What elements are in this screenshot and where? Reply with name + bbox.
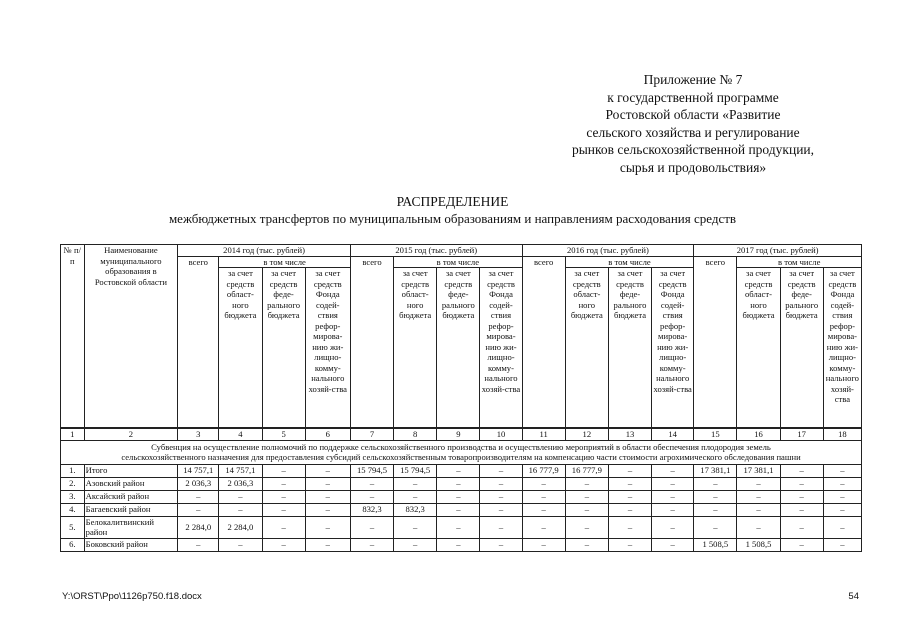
row-value: – bbox=[694, 516, 737, 538]
header-federal: за счет средств феде-рального бюджета bbox=[780, 268, 823, 428]
row-value: – bbox=[219, 503, 262, 516]
header-incl: в том числе bbox=[565, 256, 694, 268]
row-value: – bbox=[608, 516, 651, 538]
header-federal: за счет средств феде-рального бюджета bbox=[262, 268, 305, 428]
table-row bbox=[61, 464, 862, 477]
row-value: – bbox=[522, 538, 565, 551]
header-year: 2017 год (тыс. рублей) bbox=[694, 245, 862, 257]
footer-file-path: Y:\ORST\Ppo\1126p750.f18.docx bbox=[62, 591, 202, 602]
row-value: – bbox=[262, 503, 305, 516]
row-number: 2. bbox=[61, 477, 85, 490]
header-federal: за счет средств феде-рального бюджета bbox=[437, 268, 480, 428]
col-num: 5 bbox=[262, 428, 305, 441]
row-value: 16 777,9 bbox=[565, 464, 608, 477]
section-row bbox=[61, 440, 862, 464]
row-municipality: Аксайский район bbox=[84, 490, 178, 503]
row-value: – bbox=[694, 503, 737, 516]
header-fund: за счет средств Фонда содей-ствия рефор-мирова-нию жи-лищно-комму-нального хозяй-ства bbox=[305, 268, 350, 428]
header-year: 2016 год (тыс. рублей) bbox=[522, 245, 694, 257]
appendix-line: сырья и продовольствия» bbox=[619, 159, 767, 175]
row-value: 2 036,3 bbox=[178, 477, 219, 490]
row-value: – bbox=[608, 538, 651, 551]
row-value: – bbox=[305, 490, 350, 503]
row-value: – bbox=[652, 490, 694, 503]
row-value: – bbox=[522, 503, 565, 516]
row-value: 17 381,1 bbox=[694, 464, 737, 477]
col-num: 17 bbox=[780, 428, 823, 441]
row-value: – bbox=[522, 516, 565, 538]
row-value: – bbox=[823, 490, 861, 503]
row-value: – bbox=[262, 464, 305, 477]
col-num: 8 bbox=[394, 428, 437, 441]
row-number: 4. bbox=[61, 503, 85, 516]
row-value: – bbox=[737, 477, 780, 490]
row-value: 2 284,0 bbox=[178, 516, 219, 538]
header-year: 2014 год (тыс. рублей) bbox=[178, 245, 351, 257]
row-value: – bbox=[480, 516, 522, 538]
header-oblast: за счет средств област-ного бюджета bbox=[219, 268, 262, 428]
table-row bbox=[61, 490, 862, 503]
col-num: 16 bbox=[737, 428, 780, 441]
row-value: 2 036,3 bbox=[219, 477, 262, 490]
header-incl: в том числе bbox=[737, 256, 862, 268]
col-num: 13 bbox=[608, 428, 651, 441]
row-value: – bbox=[652, 503, 694, 516]
col-num: 3 bbox=[178, 428, 219, 441]
row-value: – bbox=[652, 477, 694, 490]
row-value: – bbox=[480, 477, 522, 490]
row-value: – bbox=[565, 490, 608, 503]
transfers-table bbox=[60, 244, 862, 552]
header-num: № п/п bbox=[61, 245, 85, 428]
row-value: – bbox=[780, 516, 823, 538]
row-value: – bbox=[178, 490, 219, 503]
row-value: 17 381,1 bbox=[737, 464, 780, 477]
row-value: – bbox=[608, 464, 651, 477]
row-value: – bbox=[305, 538, 350, 551]
footer-page-number: 54 bbox=[848, 591, 859, 602]
row-value: – bbox=[178, 538, 219, 551]
row-value: – bbox=[262, 516, 305, 538]
row-value: 1 508,5 bbox=[737, 538, 780, 551]
row-value: – bbox=[219, 490, 262, 503]
col-num: 14 bbox=[652, 428, 694, 441]
row-value: – bbox=[480, 490, 522, 503]
appendix-line: Ростовской области «Развитие bbox=[605, 107, 781, 122]
header-fund: за счет средств Фонда содей-ствия рефор-мирова-нию жи-лищно-комму-нального хозяй-ства bbox=[823, 268, 861, 428]
row-value: 832,3 bbox=[350, 503, 393, 516]
header-fund: за счет средств Фонда содей-ствия рефор-мирова-нию жи-лищно-комму-нального хозяй-ства bbox=[480, 268, 522, 428]
row-value: – bbox=[437, 490, 480, 503]
row-value: 1 508,5 bbox=[694, 538, 737, 551]
row-value: – bbox=[737, 503, 780, 516]
column-number-row bbox=[61, 428, 862, 441]
row-value: – bbox=[480, 464, 522, 477]
row-value: 15 794,5 bbox=[350, 464, 393, 477]
row-value: – bbox=[608, 477, 651, 490]
row-value: 15 794,5 bbox=[394, 464, 437, 477]
col-num: 7 bbox=[350, 428, 393, 441]
row-value: – bbox=[522, 477, 565, 490]
row-value: – bbox=[178, 503, 219, 516]
row-number: 3. bbox=[61, 490, 85, 503]
row-value: – bbox=[480, 503, 522, 516]
section-title: Субвенция на осуществление полномочий по поддержке сельскохозяйственного производства и осуществлению мероприятий в области обеспечения плодородия земель сельскохозяйственного назначения для предоставления субсидий сельскохозяйственным товаропроизводителям на компенсацию части стоимости агрохимического обследования пашни bbox=[61, 440, 862, 464]
appendix-block bbox=[543, 71, 843, 176]
appendix-line: к государственной программе bbox=[607, 89, 779, 105]
col-num: 12 bbox=[565, 428, 608, 441]
row-value: – bbox=[652, 538, 694, 551]
row-value: – bbox=[780, 538, 823, 551]
col-num: 18 bbox=[823, 428, 861, 441]
row-value: – bbox=[823, 516, 861, 538]
row-value: – bbox=[350, 516, 393, 538]
row-number: 6. bbox=[61, 538, 85, 551]
appendix-line: Приложение № 7 bbox=[643, 72, 743, 87]
header-year: 2015 год (тыс. рублей) bbox=[350, 245, 522, 257]
row-value: – bbox=[780, 464, 823, 477]
row-value: – bbox=[780, 490, 823, 503]
row-number: 1. bbox=[61, 464, 85, 477]
row-value: – bbox=[780, 477, 823, 490]
header-oblast: за счет средств област-ного бюджета bbox=[565, 268, 608, 428]
table-row bbox=[61, 516, 862, 538]
table-row bbox=[61, 538, 862, 551]
document-title bbox=[0, 193, 905, 227]
row-value: 14 757,1 bbox=[219, 464, 262, 477]
row-value: 2 284,0 bbox=[219, 516, 262, 538]
row-value: – bbox=[437, 503, 480, 516]
row-value: 16 777,9 bbox=[522, 464, 565, 477]
col-num: 4 bbox=[219, 428, 262, 441]
header-incl: в том числе bbox=[219, 256, 351, 268]
row-value: – bbox=[437, 538, 480, 551]
row-value: – bbox=[219, 538, 262, 551]
row-value: – bbox=[262, 477, 305, 490]
title-main: РАСПРЕДЕЛЕНИЕ bbox=[396, 194, 509, 209]
row-value: – bbox=[305, 464, 350, 477]
row-value: – bbox=[608, 503, 651, 516]
header-oblast: за счет средств област-ного бюджета bbox=[394, 268, 437, 428]
row-value: – bbox=[305, 503, 350, 516]
header-total: всего bbox=[350, 256, 393, 428]
row-value: – bbox=[565, 503, 608, 516]
col-num: 2 bbox=[84, 428, 178, 441]
row-municipality: Азовский район bbox=[84, 477, 178, 490]
col-num: 11 bbox=[522, 428, 565, 441]
row-value: – bbox=[652, 516, 694, 538]
header-row-years bbox=[61, 245, 862, 257]
header-incl: в том числе bbox=[394, 256, 523, 268]
row-value: – bbox=[823, 538, 861, 551]
appendix-line: сельского хозяйства и регулирование bbox=[586, 124, 800, 140]
row-value: – bbox=[565, 477, 608, 490]
row-value: – bbox=[652, 464, 694, 477]
row-value: – bbox=[737, 490, 780, 503]
row-value: – bbox=[350, 538, 393, 551]
row-value: – bbox=[394, 477, 437, 490]
row-value: – bbox=[823, 477, 861, 490]
row-value: – bbox=[437, 464, 480, 477]
header-total: всего bbox=[694, 256, 737, 428]
appendix-line: рынков сельскохозяйственной продукции, bbox=[571, 142, 815, 157]
row-municipality: Белокалитвинский район bbox=[84, 516, 178, 538]
header-federal: за счет средств феде-рального бюджета bbox=[608, 268, 651, 428]
row-value: 832,3 bbox=[394, 503, 437, 516]
row-value: – bbox=[394, 490, 437, 503]
col-num: 10 bbox=[480, 428, 522, 441]
row-value: – bbox=[350, 490, 393, 503]
row-value: – bbox=[522, 490, 565, 503]
table-row bbox=[61, 477, 862, 490]
row-value: – bbox=[608, 490, 651, 503]
row-value: – bbox=[565, 538, 608, 551]
header-name: Наименование муниципального образования в Ростовской области bbox=[84, 245, 178, 428]
row-municipality: Боковский район bbox=[84, 538, 178, 551]
title-subtitle: межбюджетных трансфертов по муниципальным образованиям и направлениям расходования средств bbox=[168, 211, 737, 226]
row-value: – bbox=[737, 516, 780, 538]
row-value: – bbox=[565, 516, 608, 538]
row-value: – bbox=[437, 477, 480, 490]
row-value: – bbox=[305, 516, 350, 538]
row-value: – bbox=[262, 538, 305, 551]
col-num: 9 bbox=[437, 428, 480, 441]
row-value: – bbox=[780, 503, 823, 516]
row-value: – bbox=[350, 477, 393, 490]
row-number: 5. bbox=[61, 516, 85, 538]
table-row bbox=[61, 503, 862, 516]
header-row-total bbox=[61, 256, 862, 268]
row-value: 14 757,1 bbox=[178, 464, 219, 477]
header-total: всего bbox=[522, 256, 565, 428]
row-value: – bbox=[823, 464, 861, 477]
header-oblast: за счет средств област-ного бюджета bbox=[737, 268, 780, 428]
row-value: – bbox=[262, 490, 305, 503]
row-value: – bbox=[437, 516, 480, 538]
row-value: – bbox=[694, 490, 737, 503]
row-value: – bbox=[305, 477, 350, 490]
row-value: – bbox=[394, 538, 437, 551]
header-fund: за счет средств Фонда содей-ствия рефор-мирова-нию жи-лищно-комму-нального хозяй-ства bbox=[652, 268, 694, 428]
row-value: – bbox=[823, 503, 861, 516]
col-num: 6 bbox=[305, 428, 350, 441]
row-value: – bbox=[394, 516, 437, 538]
row-value: – bbox=[480, 538, 522, 551]
row-municipality: Багаевский район bbox=[84, 503, 178, 516]
header-total: всего bbox=[178, 256, 219, 428]
col-num: 1 bbox=[61, 428, 85, 441]
row-value: – bbox=[694, 477, 737, 490]
col-num: 15 bbox=[694, 428, 737, 441]
row-municipality: Итого bbox=[84, 464, 178, 477]
